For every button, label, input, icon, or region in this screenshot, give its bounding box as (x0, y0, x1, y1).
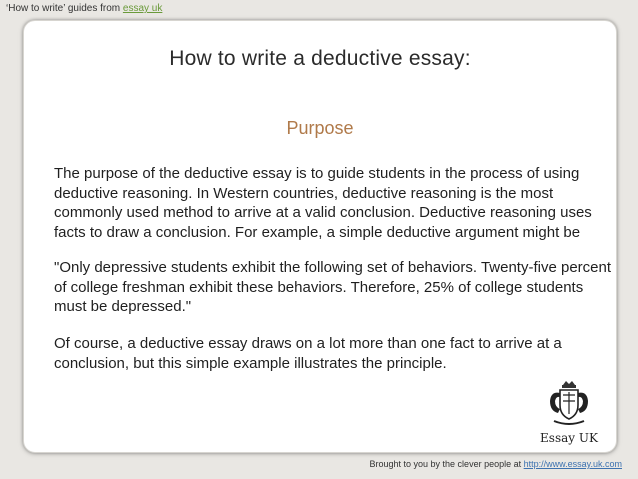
paragraph-intro: The purpose of the deductive essay is to guide students in the process of using deductive reasoning. In Western countries, deductive reasoning is the most commonly used method to arrive at a valid conclusion. Deductive reasoning uses facts to draw a conclusion. For example, a simple deductive argument might be (54, 165, 592, 241)
bottom-caption-text: Brought to you by the clever people at (369, 459, 522, 469)
paragraph-example-quote: "Only depressive students exhibit the following set of behaviors. Twenty-five percent of college freshman exhibit these behaviors. Therefore, 25% of college students must be depressed." (54, 259, 612, 315)
essay-uk-website-link[interactable]: http://www.essay.uk.com (523, 459, 622, 469)
essay-uk-link[interactable]: essay uk (122, 3, 163, 14)
top-caption-text: ‘How to write’ guides from (6, 3, 121, 14)
slide-title: How to write a deductive essay: (169, 47, 471, 70)
logo-text: Essay UK (540, 431, 598, 445)
top-caption (6, 3, 162, 14)
slide-subtitle: Purpose (286, 118, 354, 138)
bottom-caption (370, 459, 623, 469)
slide-card (23, 20, 617, 453)
crest-icon (546, 379, 592, 429)
essay-uk-logo (534, 379, 604, 445)
paragraph-conclusion: Of course, a deductive essay draws on a lot more than one fact to arrive at a conclusion, but this simple example illustrates the principle. (54, 335, 562, 372)
